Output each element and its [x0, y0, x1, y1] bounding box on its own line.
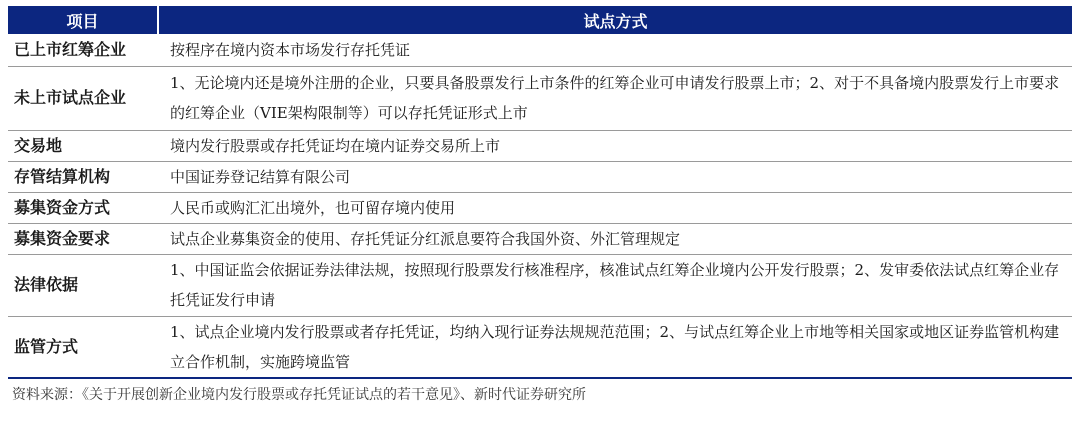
row-value: 1、试点企业境内发行股票或者存托凭证，均纳入现行证券法规规范范围；2、与试点红筹企业上市地等相关国家或地区证券监管机构建立合作机制，实施跨境监管 [158, 316, 1072, 378]
table-header-row [8, 6, 1072, 34]
table-row [8, 130, 1072, 161]
row-key: 募集资金方式 [8, 192, 158, 223]
table-row [8, 66, 1072, 130]
policy-table-container [8, 6, 1072, 406]
table-row [8, 316, 1072, 378]
table-row [8, 161, 1072, 192]
table-row [8, 254, 1072, 316]
row-key: 监管方式 [8, 316, 158, 378]
row-key: 存管结算机构 [8, 161, 158, 192]
row-key: 已上市红筹企业 [8, 34, 158, 66]
row-key: 募集资金要求 [8, 223, 158, 254]
row-value: 试点企业募集资金的使用、存托凭证分红派息要符合我国外资、外汇管理规定 [158, 223, 1072, 254]
row-value: 1、中国证监会依据证券法律法规，按照现行股票发行核准程序，核准试点红筹企业境内公开发行股票；2、发审委依法试点红筹企业存托凭证发行申请 [158, 254, 1072, 316]
policy-table [8, 6, 1072, 379]
table-row [8, 223, 1072, 254]
header-item: 项目 [8, 6, 158, 34]
row-value: 中国证券登记结算有限公司 [158, 161, 1072, 192]
row-key: 交易地 [8, 130, 158, 161]
row-key: 未上市试点企业 [8, 66, 158, 130]
row-value: 按程序在境内资本市场发行存托凭证 [158, 34, 1072, 66]
row-value: 1、无论境内还是境外注册的企业，只要具备股票发行上市条件的红筹企业可申请发行股票上市；2、对于不具备境内股票发行上市要求的红筹企业（VIE架构限制等）可以存托凭证形式上市 [158, 66, 1072, 130]
table-row [8, 34, 1072, 66]
row-key: 法律依据 [8, 254, 158, 316]
source-note: 资料来源：《关于开展创新企业境内发行股票或存托凭证试点的若干意见》、新时代证券研究所 [12, 387, 586, 403]
row-value: 人民币或购汇汇出境外，也可留存境内使用 [158, 192, 1072, 223]
header-method: 试点方式 [158, 6, 1072, 34]
row-value: 境内发行股票或存托凭证均在境内证券交易所上市 [158, 130, 1072, 161]
table-row [8, 192, 1072, 223]
